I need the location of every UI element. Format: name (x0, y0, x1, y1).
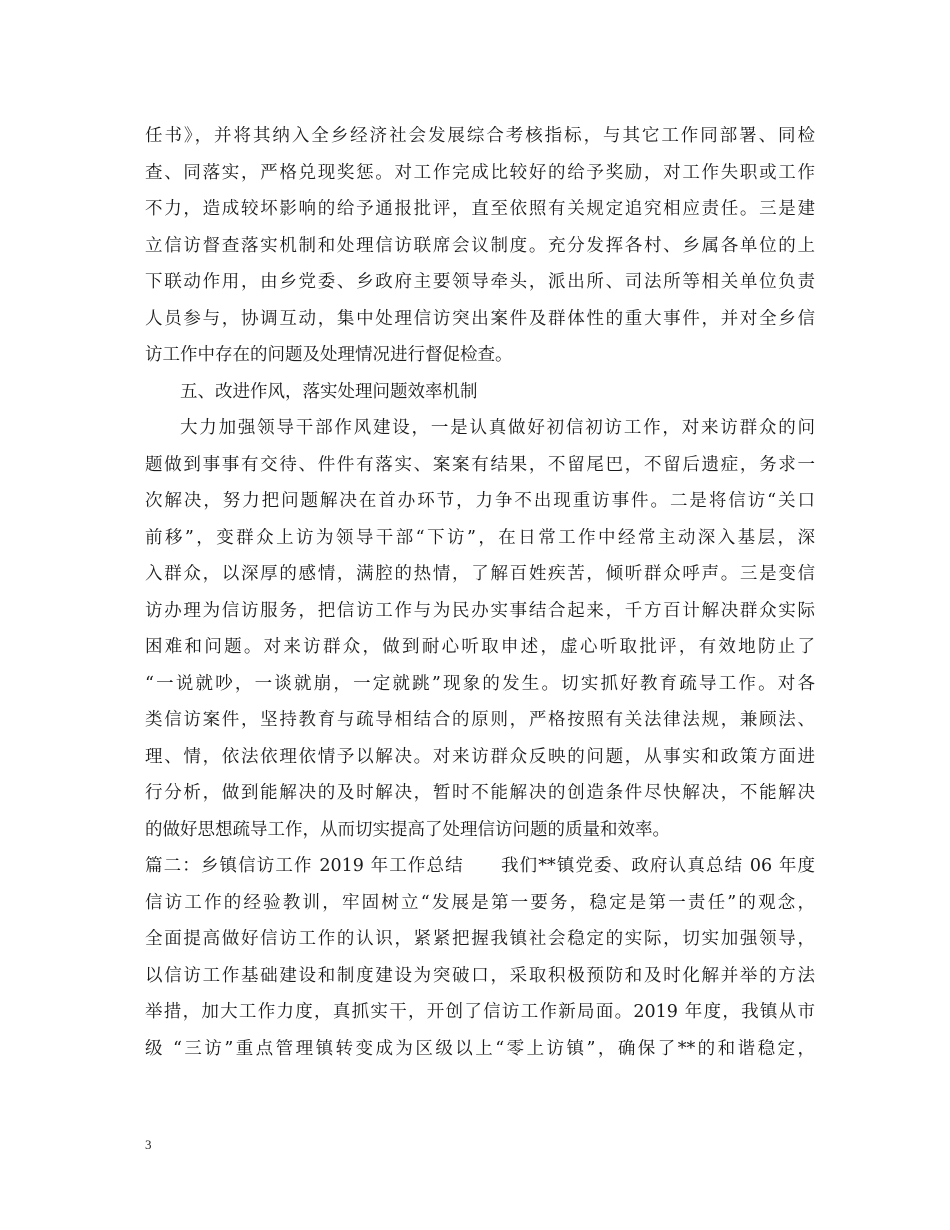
text-line: 以信访工作基础建设和制度建设为突破口，采取积极预防和及时化解并举的方法 (145, 965, 815, 986)
text-line: 访工作中存在的问题及处理情况进行督促检查。 (145, 345, 513, 365)
text-line: 前移”，变群众上访为领导干部“下访”，在日常工作中经常主动深入基层，深 (145, 527, 815, 548)
text-line: 篇二：乡镇信访工作 2019 年工作总结 我们**镇党委、政府认真总结 06 年度 (145, 856, 815, 876)
text-line: 次解决，努力把问题解决在首办环节，力争不出现重访事件。二是将信访“关口 (145, 491, 815, 511)
text-line: 不力，造成较坏影响的给予通报批评，直至依照有关规定追究相应责任。三是建 (145, 199, 815, 219)
text-line: “一说就吵，一谈就崩，一定就跳”现象的发生。切实抓好教育疏导工作。对各 (145, 673, 815, 694)
section-heading: 五、改进作风，落实处理问题效率机制 (180, 381, 478, 402)
text-line: 人员参与，协调互动，集中处理信访突出案件及群体性的重大事件，并对全乡信 (145, 308, 815, 329)
text-line: 举措，加大工作力度，真抓实干，开创了信访工作新局面。2019 年度，我镇从市 (145, 1002, 815, 1022)
text-line: 理、情，依法依理依情予以解决。对来访群众反映的问题，从事实和政策方面进 (145, 746, 815, 767)
text-line: 行分析，做到能解决的及时解决，暂时不能解决的创造条件尽快解决，不能解决 (145, 783, 815, 803)
text-line: 查、同落实，严格兑现奖惩。对工作完成比较好的给予奖励，对工作失职或工作 (145, 162, 815, 183)
text-line: 访办理为信访服务，把信访工作与为民办实事结合起来，千方百计解决群众实际 (145, 600, 815, 621)
text-line: 级 “三访”重点管理镇转变成为区级以上“零上访镇”，确保了**的和谐稳定， (145, 1038, 815, 1059)
text-line: 入群众，以深厚的感情，满腔的热情，了解百姓疾苦，倾听群众呼声。三是变信 (145, 564, 815, 584)
body-text (145, 118, 815, 1067)
text-line: 困难和问题。对来访群众，做到耐心听取申述，虚心听取批评，有效地防止了 (145, 637, 815, 657)
text-line: 下联动作用，由乡党委、乡政府主要领导牵头，派出所、司法所等相关单位负责 (145, 272, 815, 292)
text-line: 类信访案件，坚持教育与疏导相结合的原则，严格按照有关法律法规，兼顾法、 (145, 710, 815, 730)
text-line: 大力加强领导干部作风建设，一是认真做好初信初访工作，对来访群众的问 (180, 418, 815, 438)
page-number: 3 (145, 1137, 152, 1152)
text-line: 立信访督查落实机制和处理信访联席会议制度。充分发挥各村、乡属各单位的上 (145, 235, 815, 256)
text-line: 的做好思想疏导工作，从而切实提高了处理信访问题的质量和效率。 (145, 819, 670, 840)
text-line: 任书》，并将其纳入全乡经济社会发展综合考核指标，与其它工作同部署、同检 (145, 126, 815, 146)
text-line: 信访工作的经验教训，牢固树立“发展是第一要务，稳定是第一责任”的观念， (145, 892, 815, 913)
text-line: 全面提高做好信访工作的认识，紧紧把握我镇社会稳定的实际，切实加强领导， (145, 929, 815, 949)
text-line: 题做到事事有交待、件件有落实、案案有结果，不留尾巴，不留后遗症，务求一 (145, 454, 815, 475)
